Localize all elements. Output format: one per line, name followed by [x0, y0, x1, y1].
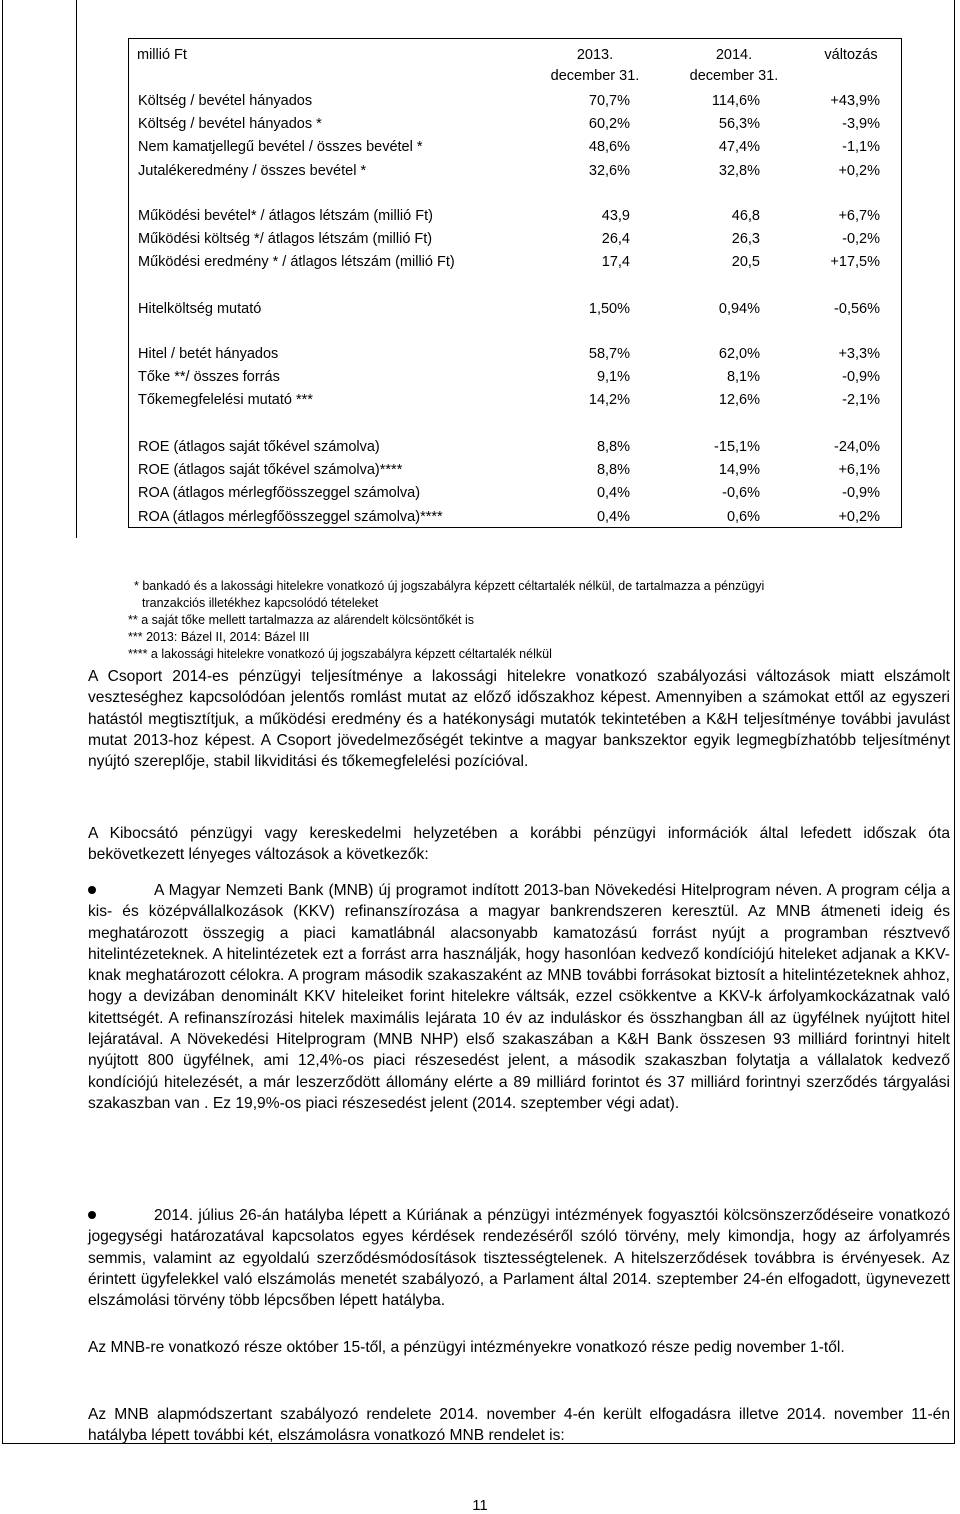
value-change: -0,2%	[842, 231, 880, 248]
paragraph-performance: A Csoport 2014-es pénzügyi teljesítménye a lakossági hitelekre vonatkozó szabályozási változások miatt elszámolt veszteséghez kapcsolódóan jelentős romlást mutat az előző időszakhoz képest. Amennyiben a számokat ettől az egyszeri hatástól megtisztítjuk, a működési eredmény és a hatékonysági mutatók tekintetében a K&H teljesítménye további javulást mutat 2013-hoz képest. A Csoport jövedelmezőségét tekintve a magyar bankszektor egyik legmegbízhatóbb teljesítményt nyújtó szereplője, stabil likviditási és tőkemegfelelési pozícióval.	[88, 668, 950, 771]
table-row	[0, 506, 960, 529]
value-2013: 14,2%	[588, 392, 630, 409]
value-change: +0,2%	[838, 508, 880, 525]
row-label: Nem kamatjellegű bevétel / összes bevétel *	[138, 139, 423, 156]
value-2014: 114,6%	[711, 93, 760, 109]
value-2013: 48,6%	[588, 139, 630, 156]
footnote: * bankadó és a lakossági hitelekre vonatkozó új jogszabályra képzett céltartalék nélkül, de tartalmazza a pénzügyi	[134, 579, 765, 593]
page-number: 11	[472, 1497, 488, 1514]
table-row	[0, 228, 960, 251]
bullet-kuria: 2014. július 26-án hatályba lépett a Kúriának a pénzügyi intézmények fogyasztói kölcsönszerződéseire vonatkozó jogegységi határozatával kapcsolatos egyes kérdések rendezéséről szóló törvény, mely kimondja, hogy az árfolyamrés semmis, valamint az egyoldalú szerződésmódosítások tisztességtelenek. A hitelszerződések továbbra is érvényesek. Az érintett ügyfelekkel való elszámolás menetét szabályozó, a Parlament által 2014. szeptember 24-én elfogadott, ügynevezett elszámolási törvény több lépcsőben lépett hatályba.	[88, 1207, 950, 1310]
value-2013: 26,4	[601, 231, 630, 248]
value-2014: 56,3%	[718, 116, 760, 133]
col-2014-header: 2014. december 31.	[689, 47, 779, 84]
footnote: **** a lakossági hitelekre vonatkozó új jogszabályra képzett céltartalék nélkül	[128, 647, 552, 661]
value-2013: 0,4%	[596, 485, 630, 502]
value-2014: 20,5	[731, 254, 760, 271]
value-change: +43,9%	[830, 93, 880, 109]
value-2014: 8,1%	[726, 369, 760, 386]
value-2014: 14,9%	[718, 462, 760, 479]
col-change-header: változás	[824, 47, 878, 63]
row-label: Működési költség */ átlagos létszám (millió Ft)	[138, 231, 433, 248]
row-label: ROE (átlagos saját tőkével számolva)****	[138, 462, 403, 479]
value-2013: 60,2%	[588, 116, 630, 133]
table-row	[0, 205, 960, 228]
value-2013: 0,4%	[596, 508, 630, 525]
value-change: -1,1%	[842, 139, 880, 156]
value-2013: 70,7%	[588, 93, 630, 109]
paragraph-changes-intro: A Kibocsátó pénzügyi vagy kereskedelmi helyzetében a korábbi pénzügyi információk által lefedett időszak óta bekövetkezett lényeges változások a következők:	[88, 825, 950, 864]
unit-header: millió Ft	[137, 47, 187, 63]
row-label: ROA (átlagos mérlegfőösszeggel számolva)	[138, 485, 421, 502]
footnotes	[128, 578, 954, 663]
value-2013: 8,8%	[596, 462, 630, 479]
row-label: Jutalékeredmény / összes bevétel *	[138, 162, 367, 179]
value-2013: 1,50%	[588, 301, 630, 317]
table-row	[0, 343, 960, 366]
value-2014: -15,1%	[714, 439, 760, 455]
row-label: Működési bevétel* / átlagos létszám (millió Ft)	[138, 208, 433, 224]
table-row	[0, 459, 960, 482]
value-2013: 8,8%	[596, 439, 630, 455]
table-row	[0, 136, 960, 159]
row-label: Költség / bevétel hányados	[138, 93, 313, 109]
paragraph-mnb-part: Az MNB-re vonatkozó része október 15-től, a pénzügyi intézményekre vonatkozó része pedig november 1-től.	[88, 1339, 845, 1356]
value-2014: 26,3	[731, 231, 760, 248]
value-2014: 0,94%	[718, 301, 760, 317]
row-label: Tőke **/ összes forrás	[138, 369, 280, 386]
value-change: -0,56%	[834, 301, 880, 317]
footnote: tranzakciós illetékhez kapcsolódó tételeket	[142, 596, 379, 610]
table-row	[0, 436, 960, 459]
value-change: -0,9%	[842, 485, 880, 502]
value-change: -3,9%	[842, 116, 880, 133]
row-label: Költség / bevétel hányados *	[138, 116, 322, 133]
row-label: Tőkemegfelelési mutató ***	[138, 392, 313, 409]
value-2013: 17,4	[601, 254, 630, 271]
value-change: +3,3%	[838, 346, 880, 362]
value-change: +17,5%	[830, 254, 880, 271]
table-row	[0, 90, 960, 113]
value-2014: 12,6%	[718, 392, 760, 409]
row-label: Hitel / betét hányados	[138, 346, 279, 362]
value-2014: 46,8	[731, 208, 760, 224]
value-2013: 9,1%	[596, 369, 630, 386]
value-2014: 47,4%	[718, 139, 760, 156]
table-row	[0, 251, 960, 274]
bullet-nhp: A Magyar Nemzeti Bank (MNB) új programot indított 2013-ban Növekedési Hitelprogram néven. A program célja a kis- és középvállalkozások (KKV) refinanszírozása a magyar bankrendszeren keresztül. Az MNB átmeneti ideig és meghatározott összegig a piaci kamatlábnál alacsonyabb kamatozású forrást nyújt a programban résztvevő hitelintézeteknek. A hitelintézetek ezt a forrást arra használják, hogy hasonlóan kedvező kondíciójú hiteleket adjanak a KKV-knak meghatározott célokra. A program második szakaszaként az MNB további forrásokat biztosít a hitelintézeteknek ahhoz, hogy a devizában denominált KKV hiteleiket forint hitelekre váltsák, ezzel csökkentve a KKV-k árfolyamkockázatnak való kitettségét. A refinanszírozási hitelek maximális lejárata 10 év az induláskor és összhangban áll az ügyfélnek nyújtott hitel lejáratával. A Növekedési Hitelprogram (MNB NHP) első szakaszában a K&H Bank összesen 93 milliárd forintnyi hitelt nyújtott 800 ügyfélnek, ami 12,4%-os piaci részesedést jelent, a második szakaszban folytatja a vállalatok kedvező kondíciójú hitelezését, a már leszerződött állomány elérte a 89 milliárd forintot és 37 milliárd forintnyi szerződés tárgyalási szakaszban van . Ez 19,9%-os piaci részesedést jelent (2014. szeptember végi adat).	[88, 882, 950, 1112]
footnote: ** a saját tőke mellett tartalmazza az alárendelt kölcsöntőkét is	[128, 613, 475, 627]
value-2014: 0,6%	[726, 508, 760, 525]
row-label: Hitelköltség mutató	[138, 301, 262, 317]
value-2013: 43,9	[601, 208, 630, 224]
value-change: +0,2%	[838, 162, 880, 179]
value-change: -0,9%	[842, 369, 880, 386]
value-2014: 32,8%	[718, 162, 760, 179]
table-row	[0, 482, 960, 505]
table-row	[0, 160, 960, 183]
value-2014: 62,0%	[718, 346, 760, 362]
value-change: +6,1%	[838, 462, 880, 479]
value-change: -24,0%	[834, 439, 880, 455]
table-row	[0, 389, 960, 412]
value-change: +6,7%	[838, 208, 880, 224]
paragraph-mnb-decree: Az MNB alapmódszertant szabályozó rendelete 2014. november 4-én került elfogadásra illetve 2014. november 11-én hatályba lépett további két, elszámolásra vonatkozó MNB rendelet is:	[88, 1406, 950, 1445]
row-label: ROA (átlagos mérlegfőösszeggel számolva)****	[138, 508, 443, 525]
col-2013-header: 2013. december 31.	[550, 47, 640, 84]
row-label: ROE (átlagos saját tőkével számolva)	[138, 439, 380, 455]
row-label: Működési eredmény * / átlagos létszám (millió Ft)	[138, 254, 455, 271]
table-row	[0, 366, 960, 389]
table-row	[0, 298, 960, 321]
table-row	[0, 113, 960, 136]
value-2013: 32,6%	[588, 162, 630, 179]
value-change: -2,1%	[842, 392, 880, 409]
footnote: *** 2013: Bázel II, 2014: Bázel III	[128, 630, 310, 644]
value-2013: 58,7%	[588, 346, 630, 362]
value-2014: -0,6%	[722, 485, 760, 502]
